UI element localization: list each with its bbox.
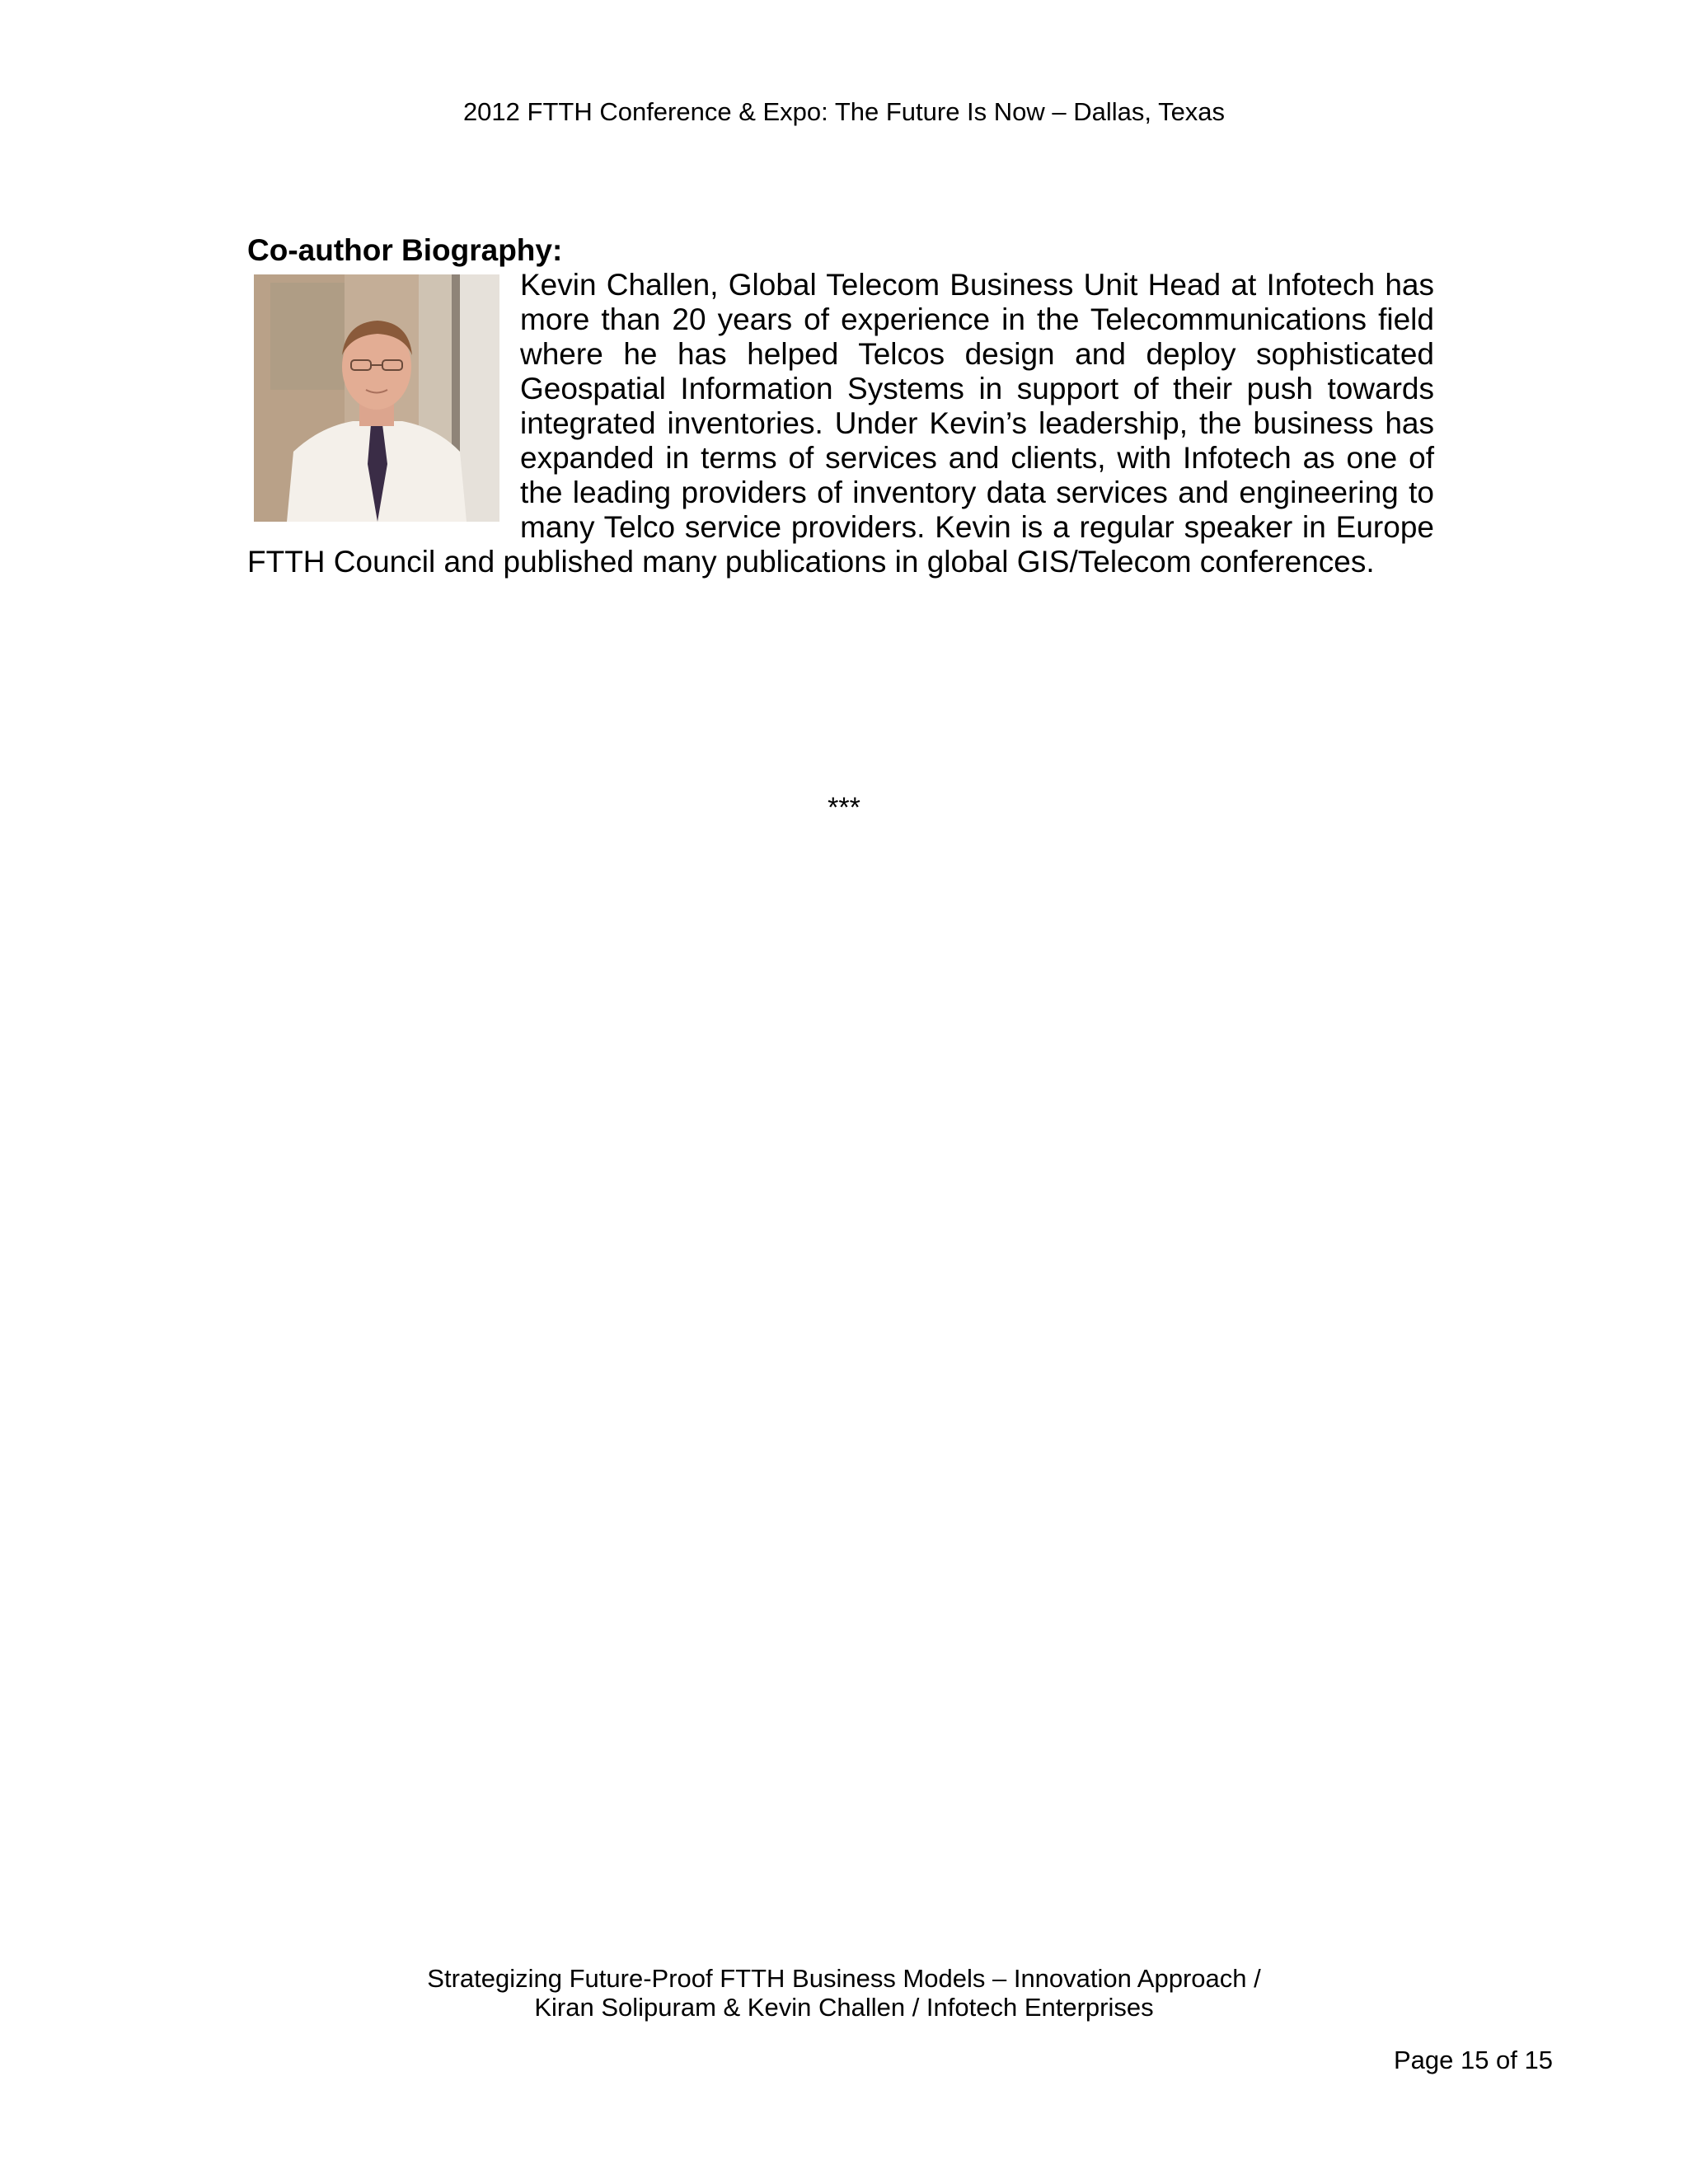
bio-heading: Co-author Biography:: [247, 233, 563, 267]
bio-text: Kevin Challen, Global Telecom Business Unit Head at Infotech has more than 20 years of experience in the Telecommunications field where he has helped Telcos design and deploy sophisticated Geospatial Information Systems in support of their push towards integrated inventories. Under Kevin’s leadership, the business has expanded in terms of services and clients, with Infotech as one of the leading providers of inventory data services and engineering to many Telco service providers. Kevin is a regular speaker in Europe FTTH Council and published many publications in global GIS/Telecom conferences.: [247, 268, 1434, 579]
section-separator: ***: [828, 792, 860, 823]
page-number: Page 15 of 15: [1393, 2046, 1553, 2074]
author-photo-image: [254, 274, 499, 522]
coauthor-biography: [247, 233, 1434, 579]
page-footer: [0, 1964, 1688, 2022]
footer-line-1: Strategizing Future-Proof FTTH Business Models – Innovation Approach /: [427, 1964, 1261, 1993]
author-photo: [254, 274, 499, 522]
footer-line-2: Kiran Solipuram & Kevin Challen / Infotech Enterprises: [534, 1993, 1154, 2022]
page-header: 2012 FTTH Conference & Expo: The Future Is Now – Dallas, Texas: [462, 97, 1226, 126]
